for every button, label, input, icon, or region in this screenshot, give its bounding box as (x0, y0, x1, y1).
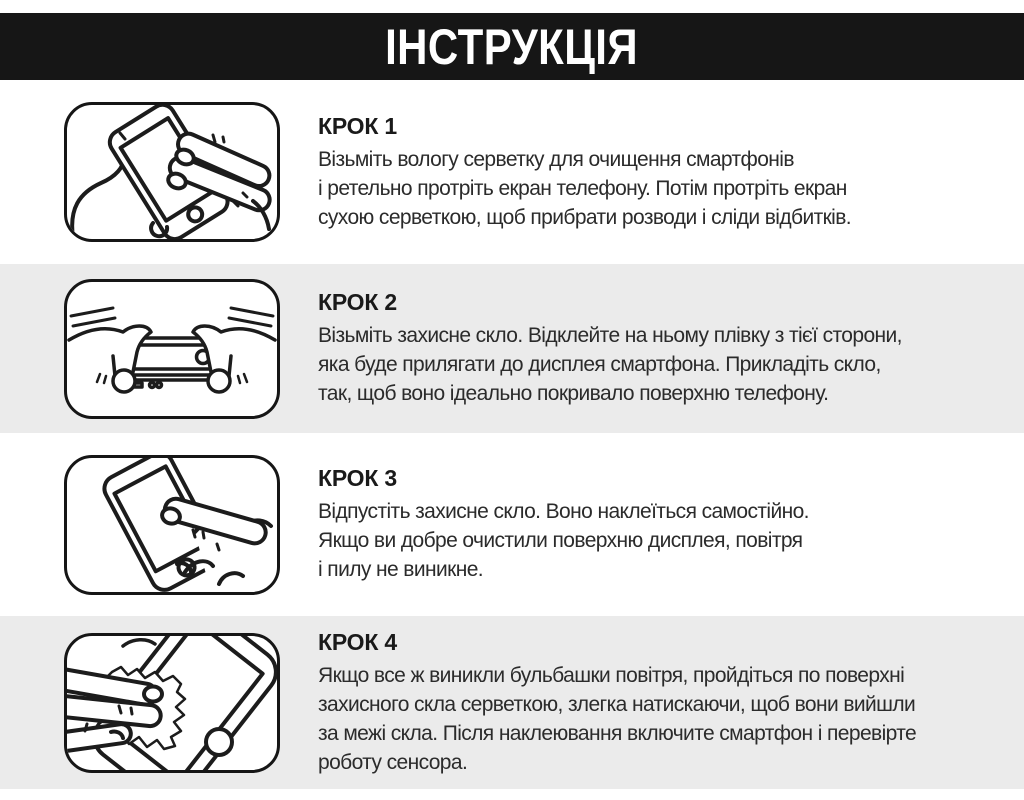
step-illustration-box (64, 279, 280, 419)
step-row (0, 80, 1024, 264)
step-row (0, 433, 1024, 616)
step-illustration-box (64, 455, 280, 595)
step-line: Якщо ви добре очистили поверхню дисплея, повітря (318, 529, 803, 552)
step-line: Якщо все ж виникли бульбашки повітря, пройдіться по поверхні (318, 663, 905, 687)
step-row (0, 616, 1024, 789)
finger-pressing-glass-illustration (67, 458, 277, 592)
step-text-block (318, 289, 1024, 408)
step-line: Візьміть захисне скло. Відклейте на ньому плівку з тієї сторони, (318, 324, 902, 347)
page-title: ІНСТРУКЦІЯ (385, 18, 639, 75)
step-title: КРОК 1 (318, 112, 397, 139)
step-illustration-box (64, 633, 280, 773)
step-text-block (318, 113, 1024, 232)
hands-holding-glass-illustration (67, 282, 277, 416)
step-line: яка буде прилягати до дисплея смартфона. Прикладіть скло, (318, 353, 881, 376)
step-line: захисного скла серветкою, злегка натискаючи, щоб вони вийшли (318, 692, 916, 716)
hands-wiping-phone-illustration (67, 105, 277, 239)
step-title: КРОК 3 (318, 465, 397, 491)
step-line: за межі скла. Після наклеювання включите смартфон і перевірте (318, 721, 917, 745)
step-line: і ретельно протріть екран телефону. Потім протріть екран (318, 176, 847, 200)
step-line: роботу сенсора. (318, 750, 468, 774)
step-text-block (318, 465, 1024, 584)
step-line: і пилу не виникне. (318, 558, 484, 581)
step-line: Відпустіть захисне скло. Воно наклеїться самостійно. (318, 500, 809, 523)
cloth-wiping-phone-illustration (67, 636, 277, 770)
step-line: так, щоб воно ідеально покривало поверхню телефону. (318, 382, 829, 405)
step-text-block (318, 629, 1024, 777)
step-row (0, 264, 1024, 433)
step-illustration-box (64, 102, 280, 242)
step-title: КРОК 2 (318, 289, 397, 315)
step-title: КРОК 4 (318, 628, 397, 655)
steps-list (0, 80, 1024, 789)
step-line: сухою серветкою, щоб прибрати розводи і сліди відбитків. (318, 205, 852, 229)
step-line: Візьміть вологу серветку для очищення смартфонів (318, 147, 794, 171)
header-bar (0, 13, 1024, 80)
